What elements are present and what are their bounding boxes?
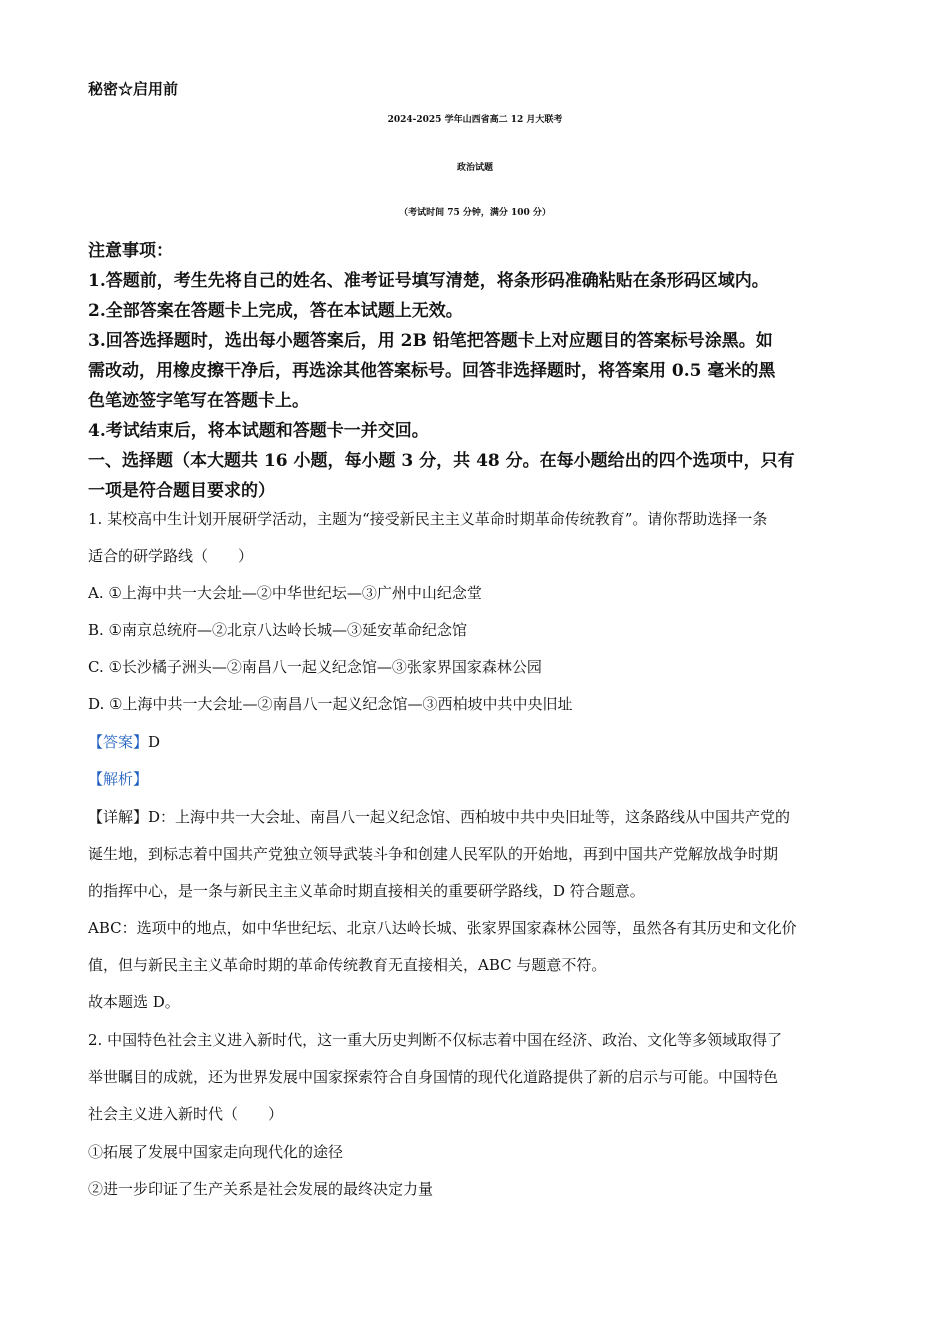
question-2-stem: 举世瞩目的成就，还为世界发展中国家探索符合自身国情的现代化道路提供了新的启示与可能。中国特色: [88, 1068, 779, 1086]
subject-title: 政治试题: [456, 163, 493, 173]
question-2-stem: 社会主义进入新时代（ ）: [88, 1105, 284, 1123]
notice-heading: 注意事项：: [88, 241, 173, 261]
secret-label: 秘密☆启用前: [88, 80, 179, 98]
detail-line: 【详解】D：上海中共一大会址、南昌八一起义纪念馆、西柏坡中共中央旧址等，这条路线从中国共产党的: [88, 808, 791, 826]
detail-line: 的指挥中心，是一条与新民主主义革命时期直接相关的重要研学路线，D 符合题意。: [88, 882, 645, 900]
question-2-item: ②进一步印证了生产关系是社会发展的最终决定力量: [88, 1180, 434, 1198]
question-2-stem: 2. 中国特色社会主义进入新时代，这一重大历史判断不仅标志着中国在经济、政治、文化等多领域取得了: [88, 1031, 783, 1049]
detail-line: 故本题选 D。: [88, 993, 180, 1011]
question-1-option-c: C. ①长沙橘子洲头—②南昌八一起义纪念馆—③张家界国家森林公园: [88, 658, 542, 676]
question-1-option-a: A. ①上海中共一大会址—②中华世纪坛—③广州中山纪念堂: [88, 584, 482, 602]
question-1-option-d: D. ①上海中共一大会址—②南昌八一起义纪念馆—③西柏坡中共中央旧址: [88, 695, 573, 713]
question-1-stem: 适合的研学路线（ ）: [88, 547, 254, 565]
notice-line: 需改动，用橡皮擦干净后，再选涂其他答案标号。回答非选择题时，将答案用 0.5 毫米的黑: [88, 361, 776, 381]
exam-info: （考试时间 75 分钟，满分 100 分）: [399, 208, 551, 218]
notice-line: 4.考试结束后，将本试题和答题卡一并交回。: [88, 421, 429, 441]
exam-title: 2024-2025 学年山西省高二 12 月大联考: [387, 115, 563, 125]
notice-line: 1.答题前，考生先将自己的姓名、准考证号填写清楚，将条形码准确粘贴在条形码区域内。: [88, 271, 769, 291]
analysis-label: 【解析】: [88, 770, 149, 788]
answer-value: D: [148, 733, 161, 751]
detail-line: ABC：选项中的地点，如中华世纪坛、北京八达岭长城、张家界国家森林公园等，虽然各有其历史和文化价: [88, 919, 797, 937]
notice-line: 3.回答选择题时，选出每小题答案后，用 2B 铅笔把答题卡上对应题目的答案标号涂黑。如: [88, 331, 773, 351]
detail-line: 诞生地，到标志着中国共产党独立领导武装斗争和创建人民军队的开始地，再到中国共产党解放战争时期: [88, 845, 779, 863]
section-heading: 一、选择题（本大题共 16 小题，每小题 3 分，共 48 分。在每小题给出的四个选项中，只有: [88, 451, 795, 471]
question-1-stem: 1. 某校高中生计划开展研学活动，主题为“接受新民主主义革命时期革命传统教育”。请你帮助选择一条: [88, 510, 768, 528]
notice-line: 色笔迹签字笔写在答题卡上。: [88, 391, 309, 411]
question-2-item: ①拓展了发展中国家走向现代化的途径: [88, 1143, 344, 1161]
notice-line: 2.全部答案在答题卡上完成，答在本试题上无效。: [88, 301, 463, 321]
detail-line: 值，但与新民主主义革命时期的革命传统教育无直接相关，ABC 与题意不符。: [88, 956, 607, 974]
answer-line: [88, 731, 160, 752]
section-heading: 一项是符合题目要求的）: [88, 481, 275, 501]
answer-label: 【答案】: [88, 733, 149, 751]
question-1-option-b: B. ①南京总统府—②北京八达岭长城—③延安革命纪念馆: [88, 621, 468, 639]
